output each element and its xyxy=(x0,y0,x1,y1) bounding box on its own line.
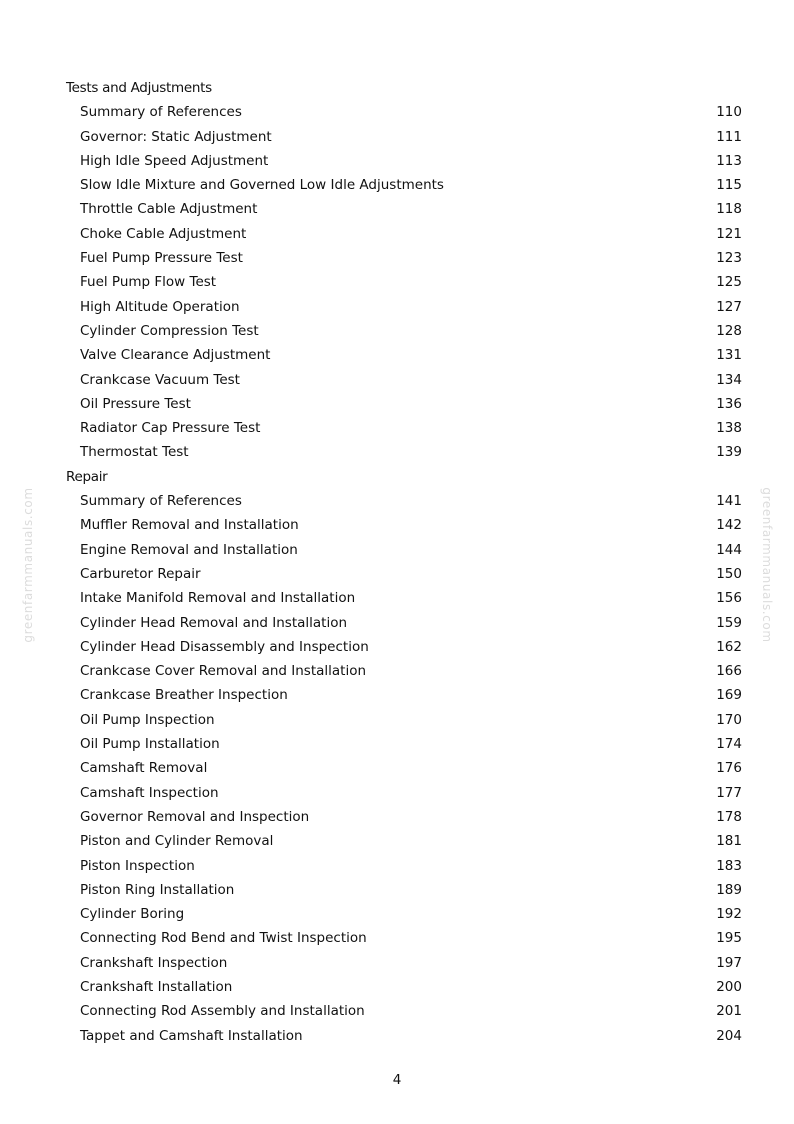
toc-entry-label: Oil Pump Inspection xyxy=(80,711,215,728)
toc-entry[interactable] xyxy=(66,708,742,732)
toc-entry-label: Piston and Cylinder Removal xyxy=(80,833,274,850)
toc-entry-label: Cylinder Compression Test xyxy=(80,322,259,339)
toc-entry-label: Carburetor Repair xyxy=(80,565,201,582)
toc-entry-page: 134 xyxy=(716,371,742,388)
toc-entry-page: 170 xyxy=(716,711,742,728)
watermark-left: greenfarmmanuals.com xyxy=(21,487,35,643)
toc-entry-label: Crankcase Vacuum Test xyxy=(80,371,240,388)
section-title: Tests and Adjustments xyxy=(66,80,212,96)
toc-entry-page: 162 xyxy=(716,638,742,655)
toc-entry-label: Camshaft Inspection xyxy=(80,784,219,801)
toc-entry[interactable] xyxy=(66,125,742,149)
toc-entry[interactable] xyxy=(66,149,742,173)
toc-entry-page: 200 xyxy=(716,978,742,995)
toc-entry-page: 125 xyxy=(716,274,742,291)
toc-entry[interactable] xyxy=(66,489,742,513)
toc-entry-page: 113 xyxy=(716,152,742,169)
toc-entry-label: Cylinder Boring xyxy=(80,906,185,923)
toc-entry-label: Slow Idle Mixture and Governed Low Idle Adjustments xyxy=(80,177,444,194)
toc-entry-page: 115 xyxy=(716,177,742,194)
toc-entry[interactable] xyxy=(66,416,742,440)
toc-entry-page: 127 xyxy=(716,298,742,315)
toc-entry-label: Piston Inspection xyxy=(80,857,195,874)
toc-entry[interactable] xyxy=(66,756,742,780)
toc-entry-page: 176 xyxy=(716,760,742,777)
toc-entry-page: 138 xyxy=(716,420,742,437)
toc-entry-page: 156 xyxy=(716,590,742,607)
toc-entry-page: 201 xyxy=(716,1003,742,1020)
toc-entry[interactable] xyxy=(66,1024,742,1048)
toc-entry-label: Crankcase Breather Inspection xyxy=(80,687,288,704)
toc-entry-label: Intake Manifold Removal and Installation xyxy=(80,590,356,607)
toc-entry-page: 195 xyxy=(716,930,742,947)
toc-entry-page: 110 xyxy=(716,104,742,121)
toc-entry-label: Tappet and Camshaft Installation xyxy=(80,1027,303,1044)
toc-entry-page: 183 xyxy=(716,857,742,874)
toc-entry-label: High Idle Speed Adjustment xyxy=(80,152,269,169)
toc-entry-page: 128 xyxy=(716,322,742,339)
toc-entry[interactable] xyxy=(66,562,742,586)
toc-entry-page: 166 xyxy=(716,663,742,680)
toc-entry-page: 174 xyxy=(716,736,742,753)
toc-entry[interactable] xyxy=(66,197,742,221)
toc-entry[interactable] xyxy=(66,805,742,829)
toc-entry-page: 169 xyxy=(716,687,742,704)
toc-entry[interactable] xyxy=(66,100,742,124)
table-of-contents xyxy=(66,76,742,1048)
toc-entry-label: Governor Removal and Inspection xyxy=(80,808,310,825)
toc-entry-label: Crankshaft Inspection xyxy=(80,954,228,971)
toc-entry-page: 123 xyxy=(716,250,742,267)
watermark-right: greenfarmmanuals.com xyxy=(760,487,774,643)
toc-entry[interactable] xyxy=(66,926,742,950)
toc-entry-label: Oil Pump Installation xyxy=(80,736,220,753)
toc-entry[interactable] xyxy=(66,611,742,635)
toc-entry-label: Cylinder Head Removal and Installation xyxy=(80,614,348,631)
toc-entry-page: 159 xyxy=(716,614,742,631)
toc-entry-label: Choke Cable Adjustment xyxy=(80,225,247,242)
toc-entry[interactable] xyxy=(66,878,742,902)
toc-entry-label: Crankshaft Installation xyxy=(80,978,233,995)
toc-entry[interactable] xyxy=(66,829,742,853)
toc-entry-page: 121 xyxy=(716,225,742,242)
toc-entry-label: Radiator Cap Pressure Test xyxy=(80,420,261,437)
toc-entry-label: Oil Pressure Test xyxy=(80,395,191,412)
toc-entry[interactable] xyxy=(66,270,742,294)
toc-entry[interactable] xyxy=(66,392,742,416)
toc-entry[interactable] xyxy=(66,683,742,707)
toc-entry-page: 192 xyxy=(716,906,742,923)
section-title: Repair xyxy=(66,468,108,485)
toc-entry-page: 136 xyxy=(716,395,742,412)
toc-entry[interactable] xyxy=(66,586,742,610)
toc-entry[interactable] xyxy=(66,732,742,756)
toc-entry-page: 150 xyxy=(716,565,742,582)
toc-entry-page: 131 xyxy=(716,347,742,364)
toc-entry-label: Thermostat Test xyxy=(80,444,189,461)
toc-entry-page: 142 xyxy=(716,517,742,534)
toc-entry[interactable] xyxy=(66,635,742,659)
toc-entry-label: High Altitude Operation xyxy=(80,298,240,315)
toc-entry-page: 181 xyxy=(716,833,742,850)
toc-entry-label: Fuel Pump Pressure Test xyxy=(80,250,243,267)
toc-entry[interactable] xyxy=(66,295,742,319)
toc-entry-label: Piston Ring Installation xyxy=(80,881,235,898)
toc-entry-label: Cylinder Head Disassembly and Inspection xyxy=(80,638,369,655)
toc-entry-page: 189 xyxy=(716,881,742,898)
toc-entry-page: 204 xyxy=(716,1027,742,1044)
toc-entry[interactable] xyxy=(66,659,742,683)
toc-entry[interactable] xyxy=(66,999,742,1023)
toc-entry-page: 177 xyxy=(716,784,742,801)
toc-entry-page: 141 xyxy=(716,493,742,510)
toc-entry-page: 197 xyxy=(716,954,742,971)
toc-entry-label: Valve Clearance Adjustment xyxy=(80,347,271,364)
toc-entry[interactable] xyxy=(66,319,742,343)
toc-entry-label: Connecting Rod Assembly and Installation xyxy=(80,1003,365,1020)
toc-entry-page: 178 xyxy=(716,808,742,825)
toc-entry-label: Throttle Cable Adjustment xyxy=(80,201,258,218)
toc-entry-label: Camshaft Removal xyxy=(80,760,208,777)
toc-entry[interactable] xyxy=(66,854,742,878)
toc-entry-page: 144 xyxy=(716,541,742,558)
toc-entry-label: Crankcase Cover Removal and Installation xyxy=(80,663,367,680)
toc-entry[interactable] xyxy=(66,173,742,197)
toc-entry-label: Fuel Pump Flow Test xyxy=(80,274,217,291)
toc-entry[interactable] xyxy=(66,951,742,975)
toc-entry-label: Governor: Static Adjustment xyxy=(80,128,272,145)
toc-entry-page: 139 xyxy=(716,444,742,461)
toc-entry[interactable] xyxy=(66,222,742,246)
toc-entry[interactable] xyxy=(66,343,742,367)
toc-entry-label: Muffler Removal and Installation xyxy=(80,517,299,534)
page-number: 4 xyxy=(392,1072,402,1088)
toc-entry[interactable] xyxy=(66,513,742,537)
toc-entry-label: Summary of References xyxy=(80,104,242,121)
toc-entry[interactable] xyxy=(66,902,742,926)
toc-entry[interactable] xyxy=(66,538,742,562)
toc-entry[interactable] xyxy=(66,440,742,464)
toc-entry[interactable] xyxy=(66,781,742,805)
toc-entry[interactable] xyxy=(66,975,742,999)
toc-entry-label: Engine Removal and Installation xyxy=(80,541,298,558)
toc-entry-page: 111 xyxy=(716,128,742,145)
toc-entry-label: Connecting Rod Bend and Twist Inspection xyxy=(80,930,367,947)
toc-entry-label: Summary of References xyxy=(80,493,242,510)
toc-entry-page: 118 xyxy=(716,201,742,218)
toc-entry[interactable] xyxy=(66,246,742,270)
toc-entry[interactable] xyxy=(66,368,742,392)
